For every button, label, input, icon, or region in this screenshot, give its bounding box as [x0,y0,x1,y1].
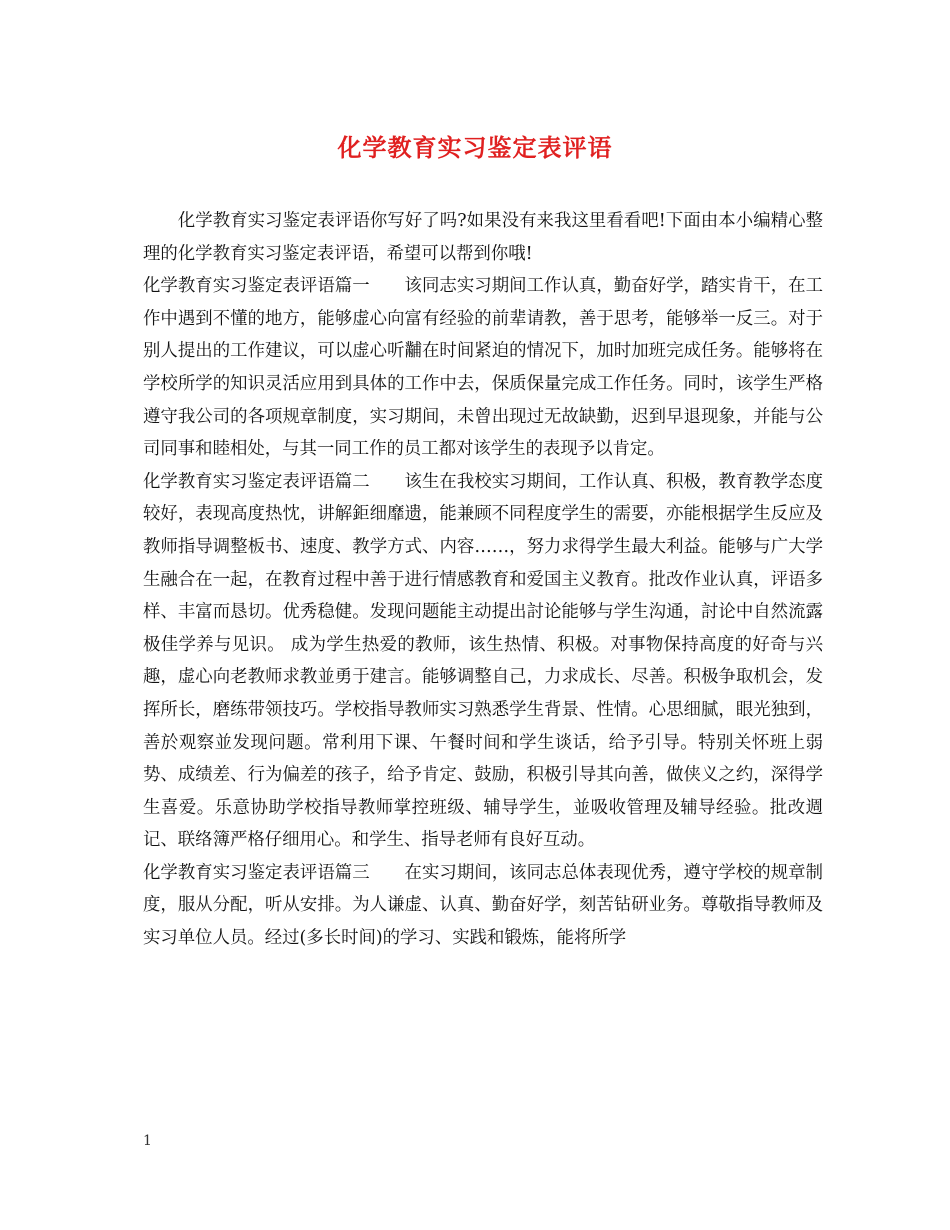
document-title: 化学教育实习鉴定表评语 [337,133,613,162]
section-two-paragraph: 化学教育实习鉴定表评语篇二 该生在我校实习期间，工作认真、积极，教育教学态度较好，表现高度热忱，讲解鉅细靡遗，能兼顾不同程度学生的需要，亦能根据学生反应及教师指导调整板书、速度、教学方式、内容……，努力求得学生最大利益。能够与广大学生融合在一起，在教育过程中善于进行情感教育和爱国主义教育。批改作业认真，评语多样、丰富而恳切。优秀稳健。发现问题能主动提出討论能够与学生沟通，討论中自然流露极佳学养与见识。 成为学生热爱的教师，该生热情、积极。对事物保持高度的好奇与兴趣，虚心向老教师求教並勇于建言。能够调整自己，力求成长、尽善。积极争取机会，发挥所长，磨练带领技巧。学校指导教师实习熟悉学生背景、性情。心思细腻，眼光独到，善於观察並发现问题。常利用下课、午餐时间和学生谈话，给予引导。特别关怀班上弱势、成绩差、行为偏差的孩子，给予肯定、鼓励，积极引导其向善，做侠义之约，深得学生喜爱。乐意协助学校指导教师掌控班级、辅导学生，並吸收管理及辅导经验。批改週记、联络簿严格仔细用心。和学生、指导老师有良好互动。 [143,471,823,851]
intro-paragraph: 化学教育实习鉴定表评语你写好了吗?如果没有来我这里看看吧!下面由本小编精心整理的化学教育实习鉴定表评语，希望可以帮到你哦! [143,211,823,264]
document-body [143,205,823,955]
section-three-paragraph: 化学教育实习鉴定表评语篇三 在实习期间，该同志总体表现优秀，遵守学校的规章制度，服从分配，听从安排。为人谦虚、认真、勤奋好学，刻苦钻研业务。尊敬指导教师及实习单位人员。经过(多长时间)的学习、实践和锻炼，能将所学 [143,862,823,949]
section-one-paragraph: 化学教育实习鉴定表评语篇一 该同志实习期间工作认真，勤奋好学，踏实肯干，在工作中遇到不懂的地方，能够虚心向富有经验的前辈请教，善于思考，能够举一反三。对于别人提出的工作建议，可以虚心听黼在时间紧迫的情况下，加时加班完成任务。能够将在学校所学的知识灵活应用到具体的工作中去，保质保量完成工作任务。同时，该学生严格遵守我公司的各项规章制度，实习期间，未曾出现过无故缺勤，迟到早退现象，并能与公司同事和睦相处，与其一同工作的员工都对该学生的表现予以肯定。 [143,276,823,460]
page-number: 1 [143,1133,152,1149]
